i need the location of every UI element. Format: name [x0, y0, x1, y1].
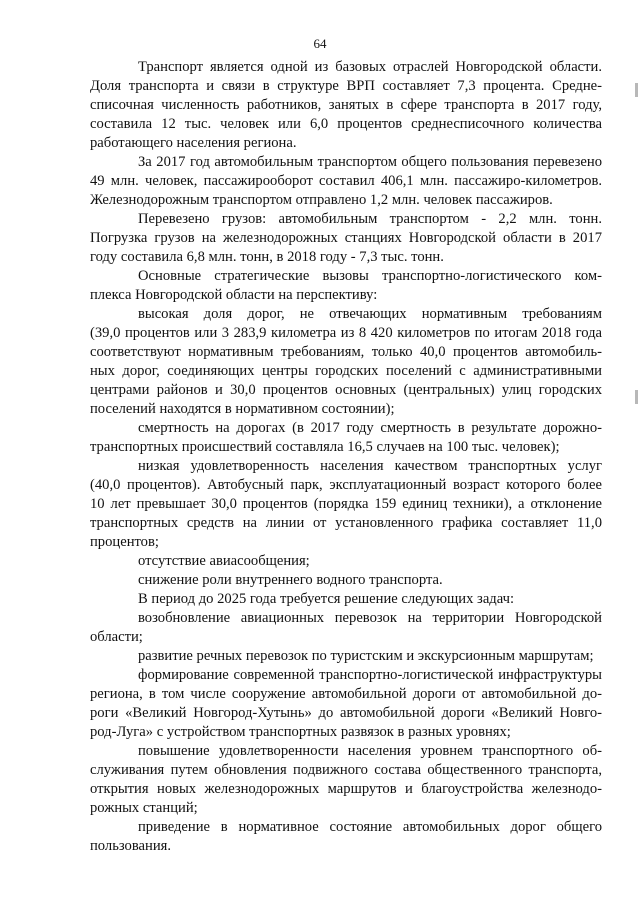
text-line: Доля транспорта и связи в структуре ВРП составляет 7,3 процента. Средне-	[90, 78, 602, 94]
text-line: рожных станций;	[90, 800, 198, 816]
text-line: региона, в том числе сооружение автомобильной дороги от автомобильной до-	[90, 686, 602, 702]
text-line: Основные стратегические вызовы транспортно-логистического ком-	[138, 268, 602, 284]
paragraph	[90, 571, 602, 590]
text-line: списочная численность работников, занятых в сфере транспорта в 2017 году,	[90, 97, 602, 113]
text-line: смертность на дорогах (в 2017 году смертность в результате дорожно-	[138, 420, 602, 436]
text-line: отсутствие авиасообщения;	[138, 553, 310, 569]
text-line: 10 лет превышает 30,0 процентов (порядка 159 единиц техники), а отклонение	[90, 496, 602, 512]
text-line: (39,0 процентов или 3 283,9 километра из 8 420 километров по итогам 2018 года	[90, 325, 602, 341]
text-line: возобновление авиационных перевозок на территории Новгородской	[138, 610, 602, 626]
paragraph	[90, 58, 602, 153]
paragraph	[90, 666, 602, 742]
text-line: процентов;	[90, 534, 159, 550]
document-body	[90, 58, 602, 856]
text-line: плекса Новгородской области на перспективу:	[90, 287, 378, 303]
text-line: В период до 2025 года требуется решение следующих задач:	[138, 591, 515, 607]
text-line: приведение в нормативное состояние автомобильных дорог общего	[138, 819, 602, 835]
text-line: служивания путем обновления подвижного состава общественного транспорта,	[90, 762, 602, 778]
text-line: Транспорт является одной из базовых отраслей Новгородской области.	[138, 59, 602, 75]
paragraph	[90, 609, 602, 647]
text-line: Погрузка грузов на железнодорожных станциях Новгородской области в 2017	[90, 230, 602, 246]
text-line: Железнодорожным транспортом отправлено 1,2 млн. человек пассажиров.	[90, 192, 553, 208]
text-line: работающего населения региона.	[90, 135, 297, 151]
text-line: соответствуют нормативным требованиям, только 40,0 процентов автомобиль-	[90, 344, 602, 360]
scan-edge-mark	[635, 390, 638, 404]
text-line: низкая удовлетворенность населения качеством транспортных услуг	[138, 458, 602, 474]
text-line: ных дорог, соединяющих центры городских поселений с административными	[90, 363, 602, 379]
text-line: открытия новых железнодорожных маршрутов и благоустройства железнодо-	[90, 781, 602, 797]
paragraph	[90, 267, 602, 305]
text-line: области;	[90, 629, 143, 645]
text-line: поселений находятся в нормативном состоянии);	[90, 401, 395, 417]
text-line: Перевезено грузов: автомобильным транспортом - 2,2 млн. тонн.	[138, 211, 602, 227]
paragraph	[90, 552, 602, 571]
text-line: развитие речных перевозок по туристским и экскурсионным маршрутам;	[138, 648, 594, 664]
text-line: транспортных средств на линии от установленного графика составляет 11,0	[90, 515, 602, 531]
text-line: роги «Великий Новгород-Хутынь» до автомобильной дороги «Великий Новго-	[90, 705, 602, 721]
text-line: году составила 6,8 млн. тонн, в 2018 году - 7,3 тыс. тонн.	[90, 249, 444, 265]
text-line: высокая доля дорог, не отвечающих нормативным требованиям	[138, 306, 602, 322]
paragraph	[90, 153, 602, 210]
text-line: формирование современной транспортно-логистической инфраструктуры	[138, 667, 602, 683]
text-line: 49 млн. человек, пассажирооборот составил 406,1 млн. пассажиро-километров.	[90, 173, 602, 189]
paragraph	[90, 590, 602, 609]
scan-edge-mark	[635, 83, 638, 97]
paragraph	[90, 647, 602, 666]
paragraph	[90, 742, 602, 818]
text-line: За 2017 год автомобильным транспортом общего пользования перевезено	[138, 154, 602, 170]
text-line: род-Луга» с устройством транспортных развязок в разных уровнях;	[90, 724, 511, 740]
text-line: центрами районов и 30,0 процентов основных (центральных) улиц городских	[90, 382, 602, 398]
text-line: повышение удовлетворенности населения уровнем транспортного об-	[138, 743, 602, 759]
text-line: составила 12 тыс. человек или 6,0 процентов среднесписочного количества	[90, 116, 602, 132]
paragraph	[90, 305, 602, 419]
text-line: транспортных происшествий составляла 16,5 случаев на 100 тыс. человек);	[90, 439, 560, 455]
paragraph	[90, 818, 602, 856]
text-line: (40,0 процентов). Автобусный парк, эксплуатационный возраст которого более	[90, 477, 602, 493]
paragraph	[90, 419, 602, 457]
page-number: 64	[313, 36, 327, 51]
paragraph	[90, 457, 602, 552]
paragraph	[90, 210, 602, 267]
text-line: пользования.	[90, 838, 171, 854]
text-line: снижение роли внутреннего водного транспорта.	[138, 572, 443, 588]
